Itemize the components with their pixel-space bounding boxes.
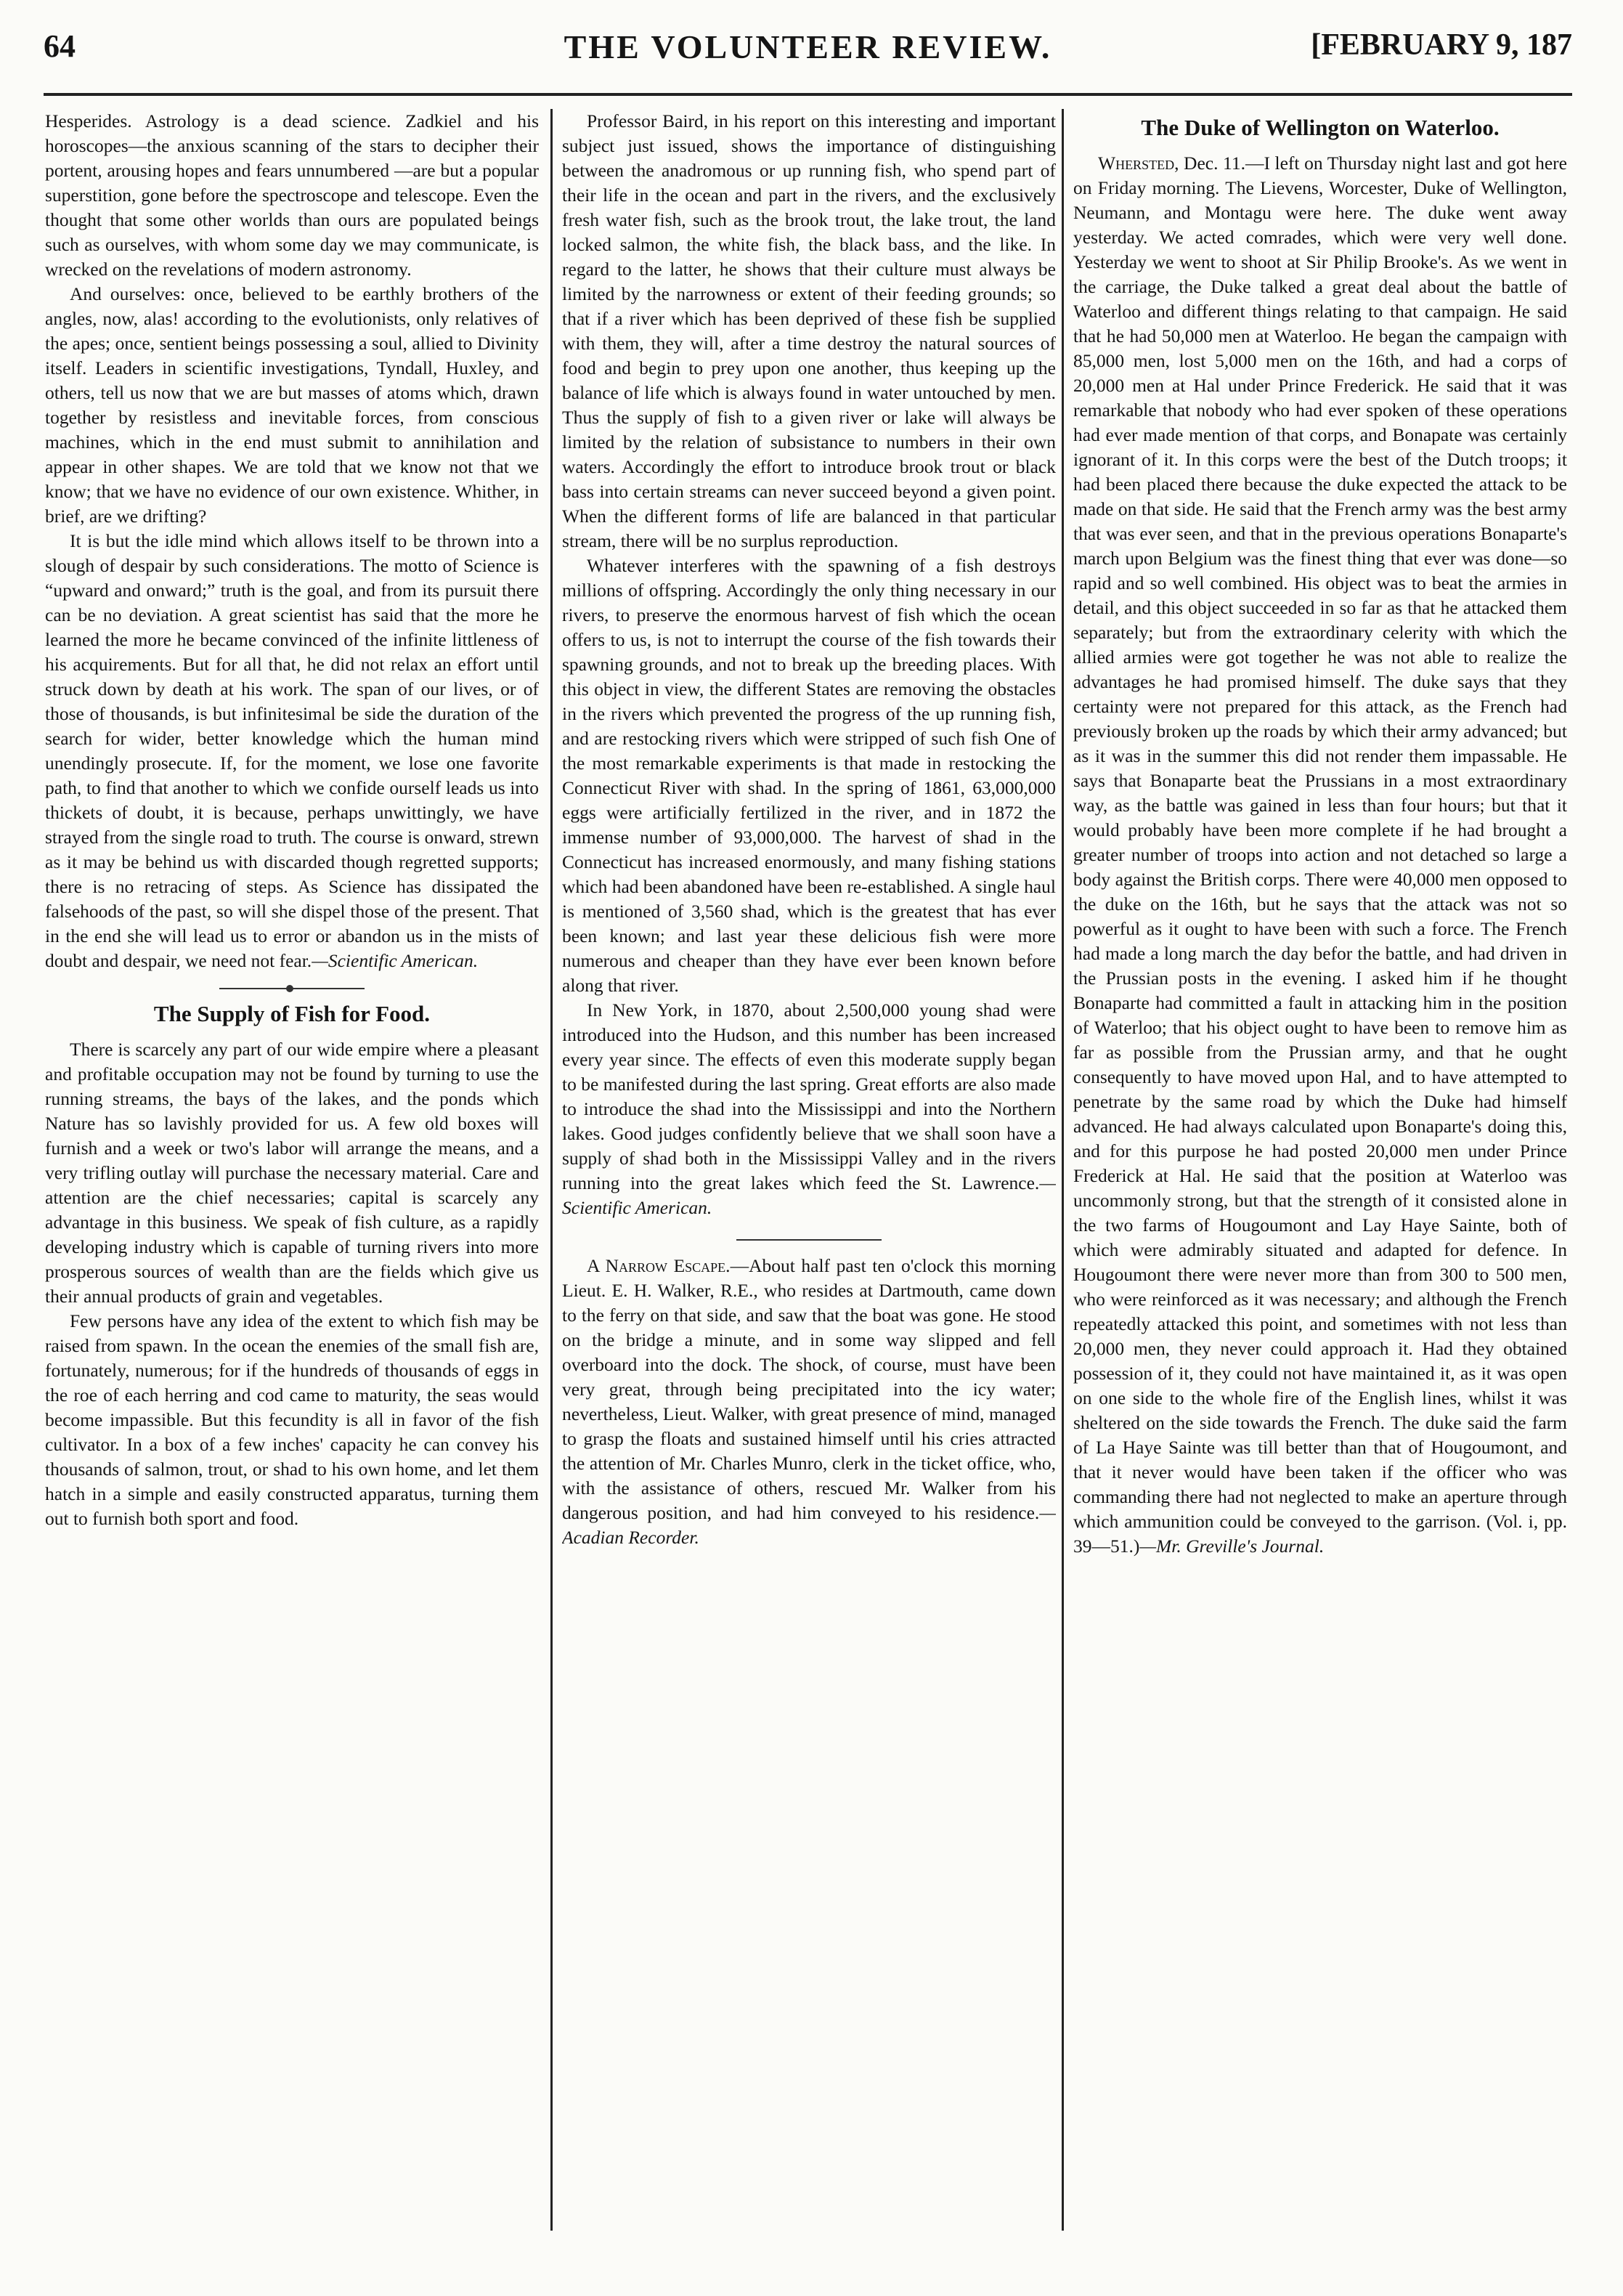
attribution: —Scientific American. <box>312 950 479 971</box>
article-paragraph <box>562 998 1056 1220</box>
column-divider <box>550 109 553 2231</box>
article-lead: A Narrow Escape. <box>587 1255 731 1276</box>
attribution: —Mr. Greville's Journal. <box>1139 1536 1325 1557</box>
column-right <box>1073 109 1567 2252</box>
article-heading: The Duke of Wellington on Waterloo. <box>1141 115 1500 140</box>
article-lead: Whersted, <box>1098 153 1179 174</box>
article-paragraph: There is scarcely any part of our wide empire where a pleasant and profitable occupation may not be found by turning to use the running streams, the bays of the lakes, and the ponds which Nature has so lavishly provided for us. A few old boxes will furnish and a week or two's labor will arrange the means, and a very trifling outlay will purchase the necessary material. Care and attention are the chief necessaries; capital is scarcely any advantage in this business. We speak of fish culture, as a rapidly developing industry which is capable of turning rivers into more prosperous sources of wealth than are the fields which give us their annual products of grain and vegetables. <box>45 1039 539 1307</box>
article-paragraph: And ourselves: once, believed to be earthly brothers of the angles, now, alas! according to the evolutionists, only relatives of the apes; once, sentient beings possessing a soul, allied to Divinity itself. Leaders in scientific investigations, Tyndall, Huxley, and others, tell us now that we are but masses of atoms which, drawn together by resistless and inevitable forces, from conscious machines, which in the end must submit to annihilation and appear in other shapes. We are told that we know not that we know; that we have no evidence of our own existence. Whither, in brief, are we drifting? <box>45 283 539 527</box>
article-paragraph <box>1073 151 1567 1559</box>
paragraph-text: —About half past ten o'clock this morning Lieut. E. H. Walker, R.E., who resides at Dartmouth, came down to the ferry on that side, and saw that the boat was gone. He stood on the bridge a minute, and in some way slipped and fell overboard into the dock. The shock, of course, must have been very great, through being precipitated into the icy water; nevertheless, Lieut. Walker, with great presence of mind, managed to grasp the floats and sustained himself until his cries attracted the attention of Mr. Charles Munro, clerk in the ticket office, who, with the assistance of others, rescued Mr. Walker from his dangerous position, and had him conveyed to his residence. <box>562 1255 1056 1523</box>
article-paragraph: Whatever interferes with the spawning of a fish destroys millions of offspring. Accordingly the only thing necessary in our rivers, to preserve the enormous harvest of fish which the ocean offers to us, is not to interrupt the course of the fish towards their spawning grounds, and not to break up the breeding places. With this object in view, the different States are removing the obstacles in the rivers which prevented the progress of the up running fish, and are restocking rivers which were stripped of such fish One of the most remarkable experiments is that made in restocking the Connecticut River with shad. In the spring of 1861, 63,000,000 eggs were artificially fertilized in the river, and in 1872 the immense number of 93,000,000. The harvest of shad in the Connecticut has increased enormously, and many fishing stations which had been abandoned have been re-established. A single haul is mentioned of 3,560 shad, which is the greatest that has ever been known; and last year these delicious fish were more numerous and cheaper than they have ever been known before along that river. <box>562 555 1056 996</box>
article-separator <box>219 988 365 994</box>
paragraph-text: Dec. 11.—I left on Thursday night last and got here on Friday morning. The Lievens, Worcester, Duke of Wellington, Neumann, and Montagu were here. The duke went away yesterday. We acted comrades, which were very well done. Yesterday we went to shoot at Sir Philip Brooke's. As we went in the carriage, the Duke talked a great deal about the battle of Waterloo and different things relating to that campaign. He said that he had 50,000 men at Waterloo. He began the campaign with 85,000 men, lost 5,000 men on the 16th, and had a corps of 20,000 men at Hal under Prince Frederick. He said that it was remarkable that nobody who had ever spoken of these operations had ever made mention of that corps, and Bonapate was certainly ignorant of it. In this corps were the best of the Dutch troops; it had been placed there because the duke expected the attack to be made on that side. He said that the French army was the best army that was ever seen, and that in the previous operations Bonaparte's march upon Belgium was the finest thing that ever was done—so rapid and so well combined. His object was to beat the armies in detail, and this object succeeded in so far as that he attacked them separately; but from the extraordinary celerity with which the allied armies were got together he was not able to realize the advantages he had promised himself. The duke says that they certainty were not prepared for this attack, as the French had previously broken up the roads by which their army advanced; but as it was in the summer this did not render them impassable. He says that Bonaparte beat the Prussians in a most extraordinary way, as the battle was gained in less than four hours; but that it would probably have been more complete if he had brought a greater number of troops into action and not detached so large a body against the British corps. There were 40,000 men opposed to the duke on the 16th, but he says that the attack was not so powerful as it ought to have been with such a force. The French had made a long march the day befor the battle, and had driven in the Prussian posts in the evening. I asked him if he thought Bonaparte had committed a fault in attacking him in the position of Waterloo; that his object ought to have been to remove him as far as possible from the Prussian army, and that he ought consequently to have moved upon Hal, and to have attempted to penetrate by the same road by which the Duke had himself advanced. He had always calculated upon Bonaparte's doing this, and for this purpose he had posted 20,000 men under Prince Frederick at Hal. He said that the position at Waterloo was uncommonly strong, but that the strength of it consisted alone in the two farms of Hougoumont and Lay Haye Sainte, both of which were admirably situated and adapted for defence. In Hougoumont there were never more than from 300 to 500 men, who were reinforced as it was necessary; and although the French repeatedly attacked this point, and sometimes with not less than 20,000 men, they never could approach it. Had they obtained possession of it, they could not have maintained it, as it was open on one side to the whole fire of the English lines, whilst it was sheltered on the side towards the French. The duke said the farm of La Haye Sainte was till better than that of Hougoumont, and that it never would have been taken if the officer who was commanding there had not neglected to make an aperture through which ammunition could be conveyed to the garrison. (Vol. i, pp. 39—51.) <box>1073 153 1567 1557</box>
masthead-title: THE VOLUNTEER REVIEW. <box>564 28 1052 65</box>
article-paragraph <box>562 1254 1056 1550</box>
page-number: 64 <box>44 28 76 64</box>
attribution: —Scientific American. <box>562 1172 1056 1218</box>
header-rule <box>44 93 1572 96</box>
column-divider <box>1062 109 1064 2231</box>
column-left <box>45 109 539 2252</box>
article-paragraph: Hesperides. Astrology is a dead science. Zadkiel and his horoscopes—the anxious scanning of the stars to decipher their portent, arousing hopes and fears unnumbered —are but a popular superstition, gone before the spectroscope and telescope. Even the thought that some other worlds than ours are populated beings such as ourselves, with whom some day we may communicate, is wrecked on the revelations of modern astronomy. <box>45 110 539 280</box>
article-paragraph: Few persons have any idea of the extent to which fish may be raised from spawn. In the ocean the enemies of the small fish are, fortunately, numerous; for if the hundreds of thousands of eggs in the roe of each herring and cod came to maturity, the seas would become impassible. But this fecundity is all in favor of the fish cultivator. In a box of a few inches' capacity he can convey his thousands of salmon, trout, or shad to his own home, and let them hatch in a simple and easily constructed apparatus, turning them out to furnish both sport and food. <box>45 1310 539 1529</box>
article-heading: The Supply of Fish for Food. <box>153 1001 431 1026</box>
page-header <box>44 22 1572 80</box>
article-paragraph: Professor Baird, in his report on this interesting and important subject just issued, shows the importance of distinguishing between the anadromous or up running fish, who spend part of their life in the ocean and part in the rivers, and the exclusively fresh water fish, such as the brook trout, the lake trout, the land locked salmon, the white fish, the black bass, and the like. In regard to the latter, he shows that their culture must always be limited by the narrowness or extent of their feeding grounds; so that if a river which has been deprived of these fish be supplied with them, they will, after a time destroy the natural sources of food and begin to prey upon one another, thus keeping up the balance of life which is always found in water untouched by men. Thus the supply of fish to a given river or lake will always be limited by the relation of subsistance to numbers in their own waters. Accordingly the effort to introduce brook trout or black bass into certain streams can never succeed beyond a given point. When the different forms of life are balanced in that particular stream, there will be no surplus reproduction. <box>562 110 1056 551</box>
paragraph-text: In New York, in 1870, about 2,500,000 young shad were introduced into the Hudson, and this number has been increased every year since. The effects of even this moderate supply began to be manifested during the last spring. Great efforts are also made to introduce the shad into the Mississippi and into the Northern lakes. Good judges confidently believe that we shall soon have a supply of shad both in the Mississippi Valley and in the rivers running into the great lakes which feed the St. Lawrence. <box>562 999 1056 1193</box>
article-paragraph <box>45 529 539 973</box>
attribution: —Acadian Recorder. <box>562 1502 1056 1548</box>
issue-date: [FEBRUARY 9, 187 <box>1311 28 1572 62</box>
column-middle <box>562 109 1056 2252</box>
article-separator <box>736 1239 882 1241</box>
paragraph-text: It is but the idle mind which allows itself to be thrown into a slough of despair by such considerations. The motto of Science is “upward and onward;” truth is the goal, and from its pursuit there can be no deviation. A great scientist has said that the more he learned the more he became convinced of the infinite littleness of his acquirements. But for all that, he did not relax an effort until struck down by death at his work. The span of our lives, or of those of thousands, is but infinitesimal be side the duration of the search for wider, better knowledge which the human mind unendingly prosecute. If, for the moment, we lose one favorite path, to find that another to which we confide ourself leads us into thickets of doubt, it is because, perhaps unwittingly, we have strayed from the single road to truth. The course is onward, strewn as it may be behind us with discarded though regretted supports; there is no retracing of steps. As Science has dissipated the falsehoods of the past, so will she dispel those of the present. That in the end she will lead us to error or abandon us in the mists of doubt and despair, we need not fear. <box>45 530 539 971</box>
